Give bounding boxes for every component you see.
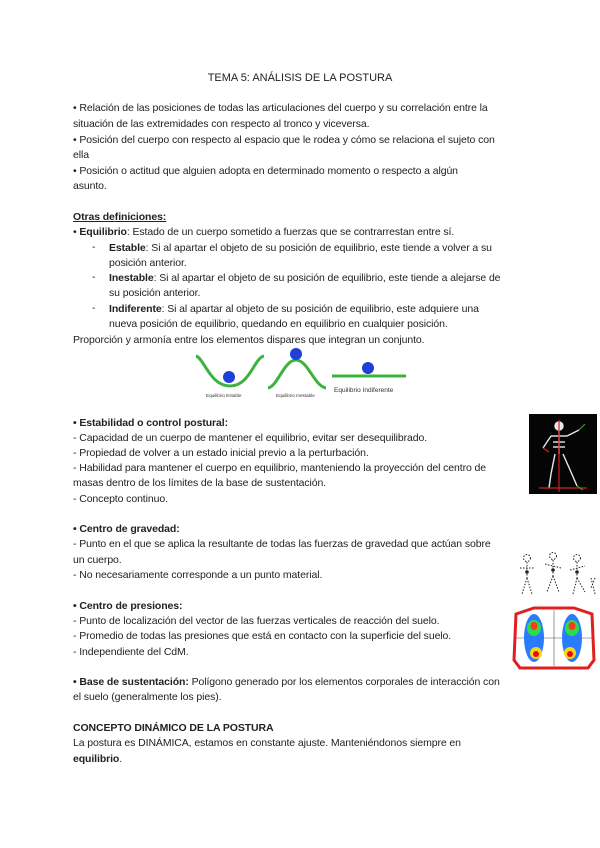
pressure-map-image: [508, 606, 598, 670]
gravedad-line: - Punto en el que se aplica la resultante de todas las fuerzas de gravedad que actúan sobre: [73, 538, 491, 550]
intro-line: situación de las extremidades con respecto al tronco y viceversa.: [73, 118, 370, 130]
estabilidad-line: masas dentro de los límites de la base de sustentación.: [73, 477, 327, 489]
indiferente-label: Indiferente: [109, 303, 162, 315]
estabilidad-heading: • Estabilidad o control postural:: [73, 417, 228, 429]
indiferente-text-cont: nueva posición de equilibrio, quedando en equilibrio en cualquier posición.: [109, 318, 448, 330]
estabilidad-line: - Habilidad para mantener el cuerpo en equilibrio, manteniendo la proyección del centro de: [73, 462, 487, 474]
unstable-label: Equilibrio Inestable: [276, 393, 315, 398]
page-title: TEMA 5: ANÁLISIS DE LA POSTURA: [207, 72, 393, 84]
estable-definition: [109, 241, 492, 257]
indiferente-definition: [109, 302, 479, 318]
presiones-heading: • Centro de presiones:: [73, 600, 183, 612]
sustentacion-text: Polígono generado por los elementos corporales de interacción con: [188, 676, 500, 688]
unstable-ball: [290, 348, 302, 360]
equilibrium-types-figure: [192, 346, 412, 402]
unstable-equilibrium-diagram: [268, 348, 326, 388]
estable-label: Estable: [109, 242, 146, 254]
estable-text-cont: posición anterior.: [109, 257, 187, 269]
gravedad-line: - No necesariamente corresponde a un punto material.: [73, 569, 323, 581]
inestable-text-cont: su posición anterior.: [109, 287, 201, 299]
estable-text: : Si al apartar el objeto de su posición de equilibrio, este tiende a volver a su: [145, 242, 492, 254]
intro-line: • Posición del cuerpo con respecto al espacio que le rodea y cómo se relaciona el sujeto con: [73, 134, 495, 146]
sustentacion-label: • Base de sustentación:: [73, 676, 189, 688]
estabilidad-line: - Concepto continuo.: [73, 493, 168, 505]
intro-line: • Posición o actitud que alguien adopta en determinado momento o respecto a algún: [73, 165, 458, 177]
dinamico-line-cont: [73, 752, 122, 768]
intro-line: ella: [73, 149, 89, 161]
dinamico-period: .: [119, 753, 123, 765]
indifferent-ball: [362, 362, 374, 374]
indiferente-text: : Si al apartar al objeto de su posición de equilibrio, este adquiere una: [161, 303, 479, 315]
stable-label: Equilibrio Estable: [206, 393, 242, 398]
equilibrio-bold: equilibrio: [73, 753, 120, 765]
skeleton-balance-image: [529, 414, 597, 494]
stable-equilibrium-diagram: [196, 356, 264, 386]
list-dash: -: [92, 271, 96, 283]
list-dash: -: [92, 241, 96, 253]
equilibrio-label: Equilibrio: [79, 226, 127, 238]
inestable-label: Inestable: [109, 272, 154, 284]
estabilidad-line: - Propiedad de volver a un estado inicial previo a la perturbación.: [73, 447, 369, 459]
definitions-heading: Otras definiciones:: [73, 211, 167, 223]
indifferent-label: Equilibrio Indiferente: [334, 387, 394, 394]
equilibrio-definition: • Equilibrio: Estado de un cuerpo sometido a fuerzas que se contrarrestan entre sí.: [73, 226, 455, 238]
presiones-line: - Independiente del CdM.: [73, 646, 189, 658]
gravedad-heading: • Centro de gravedad:: [73, 523, 180, 535]
presiones-line: - Promedio de todas las presiones que está en contacto con la superficie del suelo.: [73, 630, 452, 642]
inestable-text: : Si al apartar el objeto de su posición de equilibrio, este tiende a alejarse de: [153, 272, 501, 284]
intro-line: asunto.: [73, 180, 107, 192]
stable-ball: [223, 371, 235, 383]
sustentacion-definition: [73, 675, 500, 691]
gravedad-line: un cuerpo.: [73, 554, 122, 566]
indifferent-equilibrium-diagram: [332, 362, 406, 376]
dinamico-line: La postura es DINÁMICA, estamos en constante ajuste. Manteniéndonos siempre en: [73, 737, 461, 749]
center-of-gravity-figures: [515, 548, 599, 598]
list-dash: -: [92, 302, 96, 314]
equilibrio-text: : Estado de un cuerpo sometido a fuerzas que se contrarrestan entre sí.: [126, 226, 455, 238]
presiones-line: - Punto de localización del vector de las fuerzas verticales de reacción del suelo.: [73, 615, 440, 627]
estabilidad-line: - Capacidad de un cuerpo de mantener el equilibrio, evitar ser desequilibrado.: [73, 432, 428, 444]
dinamico-heading: CONCEPTO DINÁMICO DE LA POSTURA: [73, 722, 274, 734]
proportion-definition: Proporción y armonía entre los elementos dispares que integran un conjunto.: [73, 334, 425, 346]
sustentacion-text-cont: el suelo (generalmente los pies).: [73, 691, 222, 703]
inestable-definition: [109, 271, 500, 287]
intro-line: • Relación de las posiciones de todas las articulaciones del cuerpo y su correlación entre la: [73, 102, 488, 114]
